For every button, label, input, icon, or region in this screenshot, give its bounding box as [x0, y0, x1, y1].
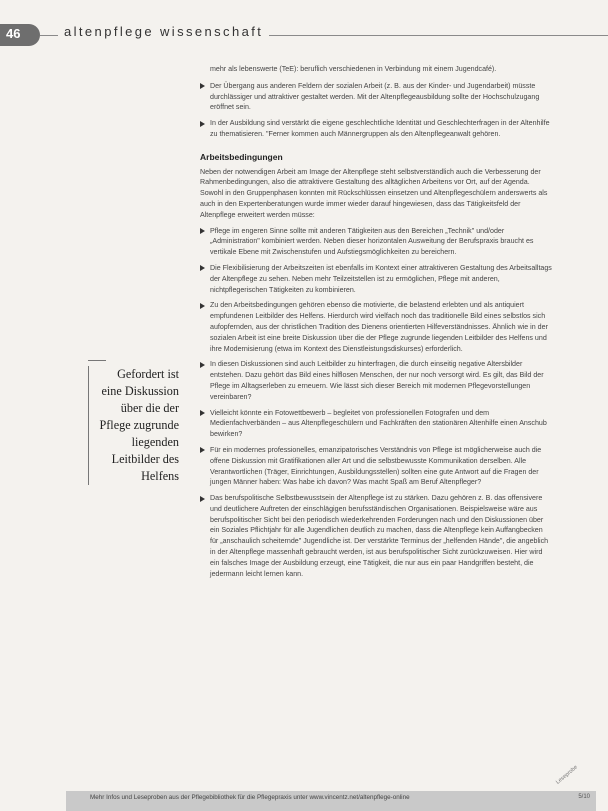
- pull-quote-text: [88, 366, 179, 485]
- section-heading: Arbeitsbedingungen: [200, 151, 283, 162]
- continued-text: mehr als lebenswerte (TeE): beruflich verschiedenen in Verbindung mit einem Jugendcafé).: [210, 65, 497, 73]
- bullet-item: Die Flexibilisierung der Arbeitszeiten ist ebenfalls im Kontext einer attraktiveren Gestaltung des Arbeitsalltags der Altenpflege zu sehen. Neben mehr Teilzeitstellen ist zu ermöglichen, Pflege mit anderen, nichtpflegerischen Tätigkeiten zu kombinieren.: [200, 263, 552, 295]
- pull-quote-rule: [88, 360, 106, 361]
- bullet-item: Zu den Arbeitsbedingungen gehören ebenso die motivierte, die belastend erlebten und als antiquiert empfundenen Leitbilder des Helfens. Hierdurch wird vielfach noch das traditionelle Bild eines selbstlos sich aufopfernden, aus der christlichen Tradition des Dienens orientierten Hilfeverständnisses. Ähnlich wie in der sozialen Arbeit ist eine breite Diskussion über die der Pflege zugrunde liegenden Leitbilder des Helfens und ihre Modernisierung (etwa im Kontext des Dienstleistungsdiskurses) erforderlich.: [200, 300, 552, 354]
- body-paragraph: Neben der notwendigen Arbeit am Image der Altenpflege steht selbstverständlich auch die Verbesserung der Rahmenbedingungen, also die attraktivere Gestaltung des alltäglichen Arbeitens vor Ort, auf der Agenda. Sowohl in den Gruppenphasen konnten mit Rückschlüssen einsetzen und Altenpflegeschülern anderswerts als auch in den Expertenberatungen wurde immer wieder darauf hingewiesen, dass das Tätigkeitsfeld der Altenpflege erweitert werden müsse:: [200, 167, 548, 219]
- pull-quote-line: Leitbilder des: [111, 452, 179, 466]
- pull-quote-line: Helfens: [141, 469, 179, 483]
- leseprobe-stamp: Leseprobe: [555, 764, 579, 786]
- bullet-item: Pflege im engeren Sinne sollte mit anderen Tätigkeiten aus den Bereichen „Technik" und/oder „Administration" kombiniert werden. Neben dieser horizontalen Ausweitung der Berufspraxis braucht es vertikale Ebene mit Zwischenstufen und Aufstiegsmöglichkeiten zu bereichern.: [200, 226, 552, 258]
- pull-quote-line: Gefordert ist: [117, 367, 179, 381]
- pull-quote-line: eine Diskussion: [101, 384, 179, 398]
- pull-quote-line: Pflege zugrunde: [99, 418, 179, 432]
- page-header: [0, 0, 608, 64]
- pull-quote-line: liegenden: [131, 435, 179, 449]
- bullet-item: In der Ausbildung sind verstärkt die eigene geschlechtliche Identität und Geschlechterfragen in der Altenhilfe zu thematisieren. "Ferner kommen auch Männergruppen als den Altenpflegeanwalt gehören.: [200, 118, 552, 140]
- page-number: 46: [6, 26, 21, 41]
- footer-bar: [66, 791, 596, 811]
- article-body: [200, 64, 552, 584]
- bullet-item: Das berufspolitische Selbstbewusstsein der Altenpflege ist zu stärken. Dazu gehören z. B. das offensivere und deutlichere Auftreten der einschlägigen berufsständischen Organisationen. Beispielsweise wäre aus berufspolitischer Sicht bei den periodisch wiederkehrenden Forderungen nach und den Diskussionen über ein Soziales Pflichtjahr für alle Jugendlichen deutlich zu machen, dass die Altenpflege kein Auffangbecken für „anschaulich scheiternde" Jugendliche ist. Der verstärkte Terminus der „helfenden Hände", die angeblich in der Altenpflege massenhaft gebraucht werden, ist aus berufspolitischer Sicht zurückzuweisen. Hier wird ein falsches Image der Ausbildung erzeugt, eine Tätigkeit, die nur aus ein paar Handgriffen besteht, die jedermann leicht lernen kann.: [200, 493, 552, 579]
- bullet-item: Für ein modernes professionelles, emanzipatorisches Verständnis von Pflege ist möglicherweise auch die offene Diskussion mit Gratifikationen aller Art und die selbstbewusste Kommunikation derselben. Alle Verantwortlichen (Träger, Einrichtungen, Ausbildungsstellen) sollten eine gute Antwort auf die Fragen der jungen Männer haben: Was habe ich davon? Was macht Spaß am Beruf Altenpfleger?: [200, 445, 552, 488]
- footer-page-mark: 5/10: [578, 794, 590, 800]
- footer-text[interactable]: Mehr Infos und Leseproben aus der Pflegebibliothek für die Pflegepraxis unter www.vincentz.net/altenpflege-online: [90, 794, 410, 801]
- running-title: altenpflege wissenschaft: [58, 24, 269, 39]
- bullet-item: Vielleicht könnte ein Fotowettbewerb – begleitet von professionellen Fotografen und dem Medienfachverbänden – aus Altenpflegeschülern und Fachkräften den stationären Altenhilfe einen Anschub bewirken?: [200, 408, 552, 440]
- pull-quote-line: über die der: [120, 401, 179, 415]
- bullet-item: In diesen Diskussionen sind auch Leitbilder zu hinterfragen, die durch einseitig negative Altersbilder entstehen. Dazu gehört das Bild eines hilflosen Menschen, der nur noch versorgt wird. Es gilt, das Bild der Pflege im Alltagserleben zu erneuern. Wie lässt sich dieser Bereich mit modernen Pflegevorstellungen vereinbaren?: [200, 359, 552, 402]
- bullet-item: Der Übergang aus anderen Feldern der sozialen Arbeit (z. B. aus der Kinder- und Jugendarbeit) müsste durchlässiger und attraktiver gestaltet werden. Mit der Altenpflegeausbildung sollte der Hochschulzugang eröffnet sein.: [200, 81, 552, 113]
